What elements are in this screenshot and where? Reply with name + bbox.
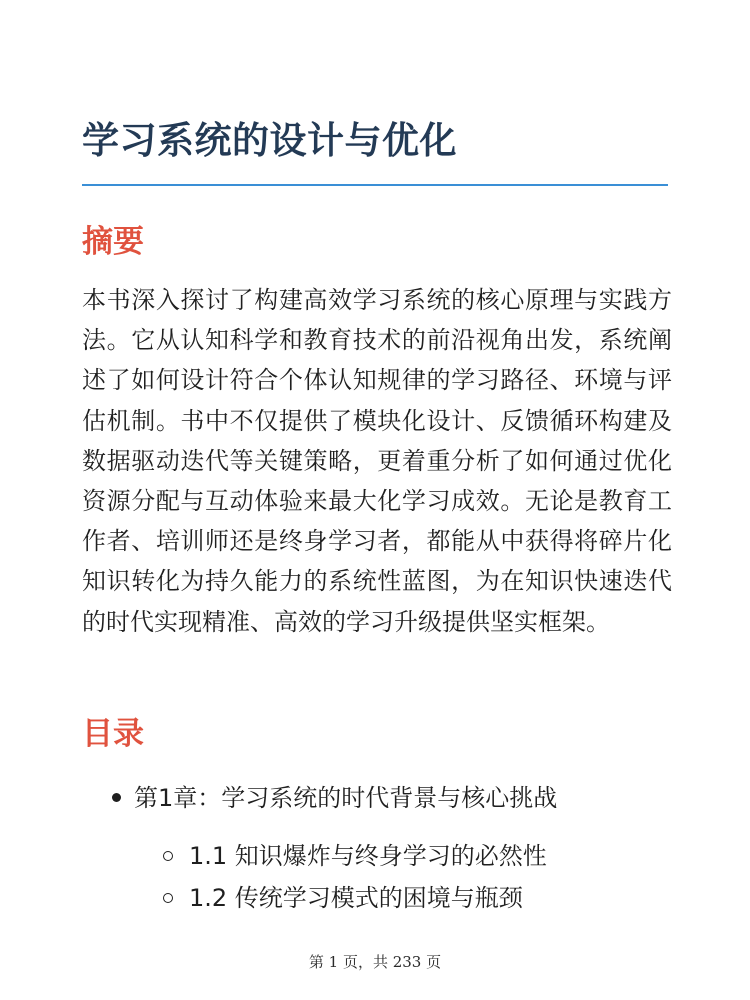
bullet-circle-icon <box>163 851 173 861</box>
toc-item-chapter-1[interactable]: 第1章：学习系统的时代背景与核心挑战 <box>134 784 558 812</box>
bullet-dot-icon <box>112 793 121 802</box>
toc-heading: 目录 <box>82 716 144 752</box>
abstract-heading: 摘要 <box>82 224 144 260</box>
abstract-paragraph: 本书深入探讨了构建高效学习系统的核心原理与实践方法。它从认知科学和教育技术的前沿视角出发，系统阐述了如何设计符合个体认知规律的学习路径、环境与评估机制。书中不仅提供了模块化设计、反馈循环构建及数据驱动迭代等关键策略，更着重分析了如何通过优化资源分配与互动体验来最大化学习成效。无论是教育工作者、培训师还是终身学习者，都能从中获得将碎片化知识转化为持久能力的系统性蓝图，为在知识快速迭代的时代实现精准、高效的学习升级提供坚实框架。 <box>82 286 672 636</box>
title-divider <box>82 184 668 186</box>
bullet-circle-icon <box>163 893 173 903</box>
page-title: 学习系统的设计与优化 <box>82 119 457 162</box>
toc-item-section-1-2[interactable]: 1.2 传统学习模式的困境与瓶颈 <box>189 884 523 912</box>
toc-item-section-1-1[interactable]: 1.1 知识爆炸与终身学习的必然性 <box>189 842 547 870</box>
page-number-footer: 第 1 页，共 233 页 <box>308 953 442 971</box>
